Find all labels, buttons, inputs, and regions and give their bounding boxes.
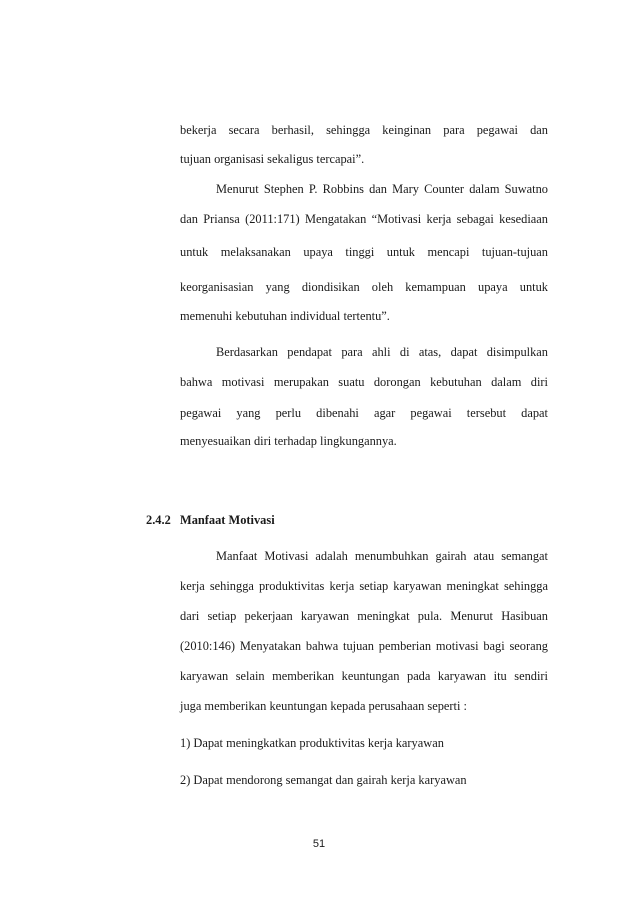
paragraph-line: keorganisasian yang diondisikan oleh kemampuan upaya untuk bbox=[180, 280, 548, 294]
list-item: 1) Dapat meningkatkan produktivitas kerja karyawan bbox=[180, 736, 444, 750]
paragraph-line: bekerja secara berhasil, sehingga keinginan para pegawai dan bbox=[180, 123, 548, 137]
paragraph-line: untuk melaksanakan upaya tinggi untuk mencapi tujuan-tujuan bbox=[180, 245, 548, 259]
paragraph-line: dan Priansa (2011:171) Mengatakan “Motivasi kerja sebagai kesediaan bbox=[180, 212, 548, 226]
paragraph-line: bahwa motivasi merupakan suatu dorongan kebutuhan dalam diri bbox=[180, 375, 548, 389]
paragraph-line: menyesuaikan diri terhadap lingkungannya. bbox=[180, 434, 397, 448]
paragraph-line: tujuan organisasi sekaligus tercapai”. bbox=[180, 152, 365, 166]
section-title: Manfaat Motivasi bbox=[180, 513, 275, 527]
paragraph-line: kerja sehingga produktivitas kerja setiap karyawan meningkat sehingga bbox=[180, 579, 548, 593]
paragraph-line: karyawan selain memberikan keuntungan pada karyawan itu sendiri bbox=[180, 669, 548, 683]
paragraph-line: Menurut Stephen P. Robbins dan Mary Counter dalam Suwatno bbox=[216, 182, 548, 196]
paragraph-line: pegawai yang perlu dibenahi agar pegawai tersebut dapat bbox=[180, 406, 548, 420]
page-number: 51 bbox=[312, 838, 326, 850]
paragraph-line: Manfaat Motivasi adalah menumbuhkan gairah atau semangat bbox=[216, 549, 548, 563]
paragraph-line: dari setiap pekerjaan karyawan meningkat pula. Menurut Hasibuan bbox=[180, 609, 548, 623]
paragraph-line: (2010:146) Menyatakan bahwa tujuan pemberian motivasi bagi seorang bbox=[180, 639, 548, 653]
paragraph-line: memenuhi kebutuhan individual tertentu”. bbox=[180, 309, 390, 323]
paragraph-line: juga memberikan keuntungan kepada perusahaan seperti : bbox=[180, 699, 467, 713]
section-number: 2.4.2 bbox=[146, 513, 171, 527]
paragraph-line: Berdasarkan pendapat para ahli di atas, dapat disimpulkan bbox=[216, 345, 548, 359]
list-item: 2) Dapat mendorong semangat dan gairah kerja karyawan bbox=[180, 773, 467, 787]
